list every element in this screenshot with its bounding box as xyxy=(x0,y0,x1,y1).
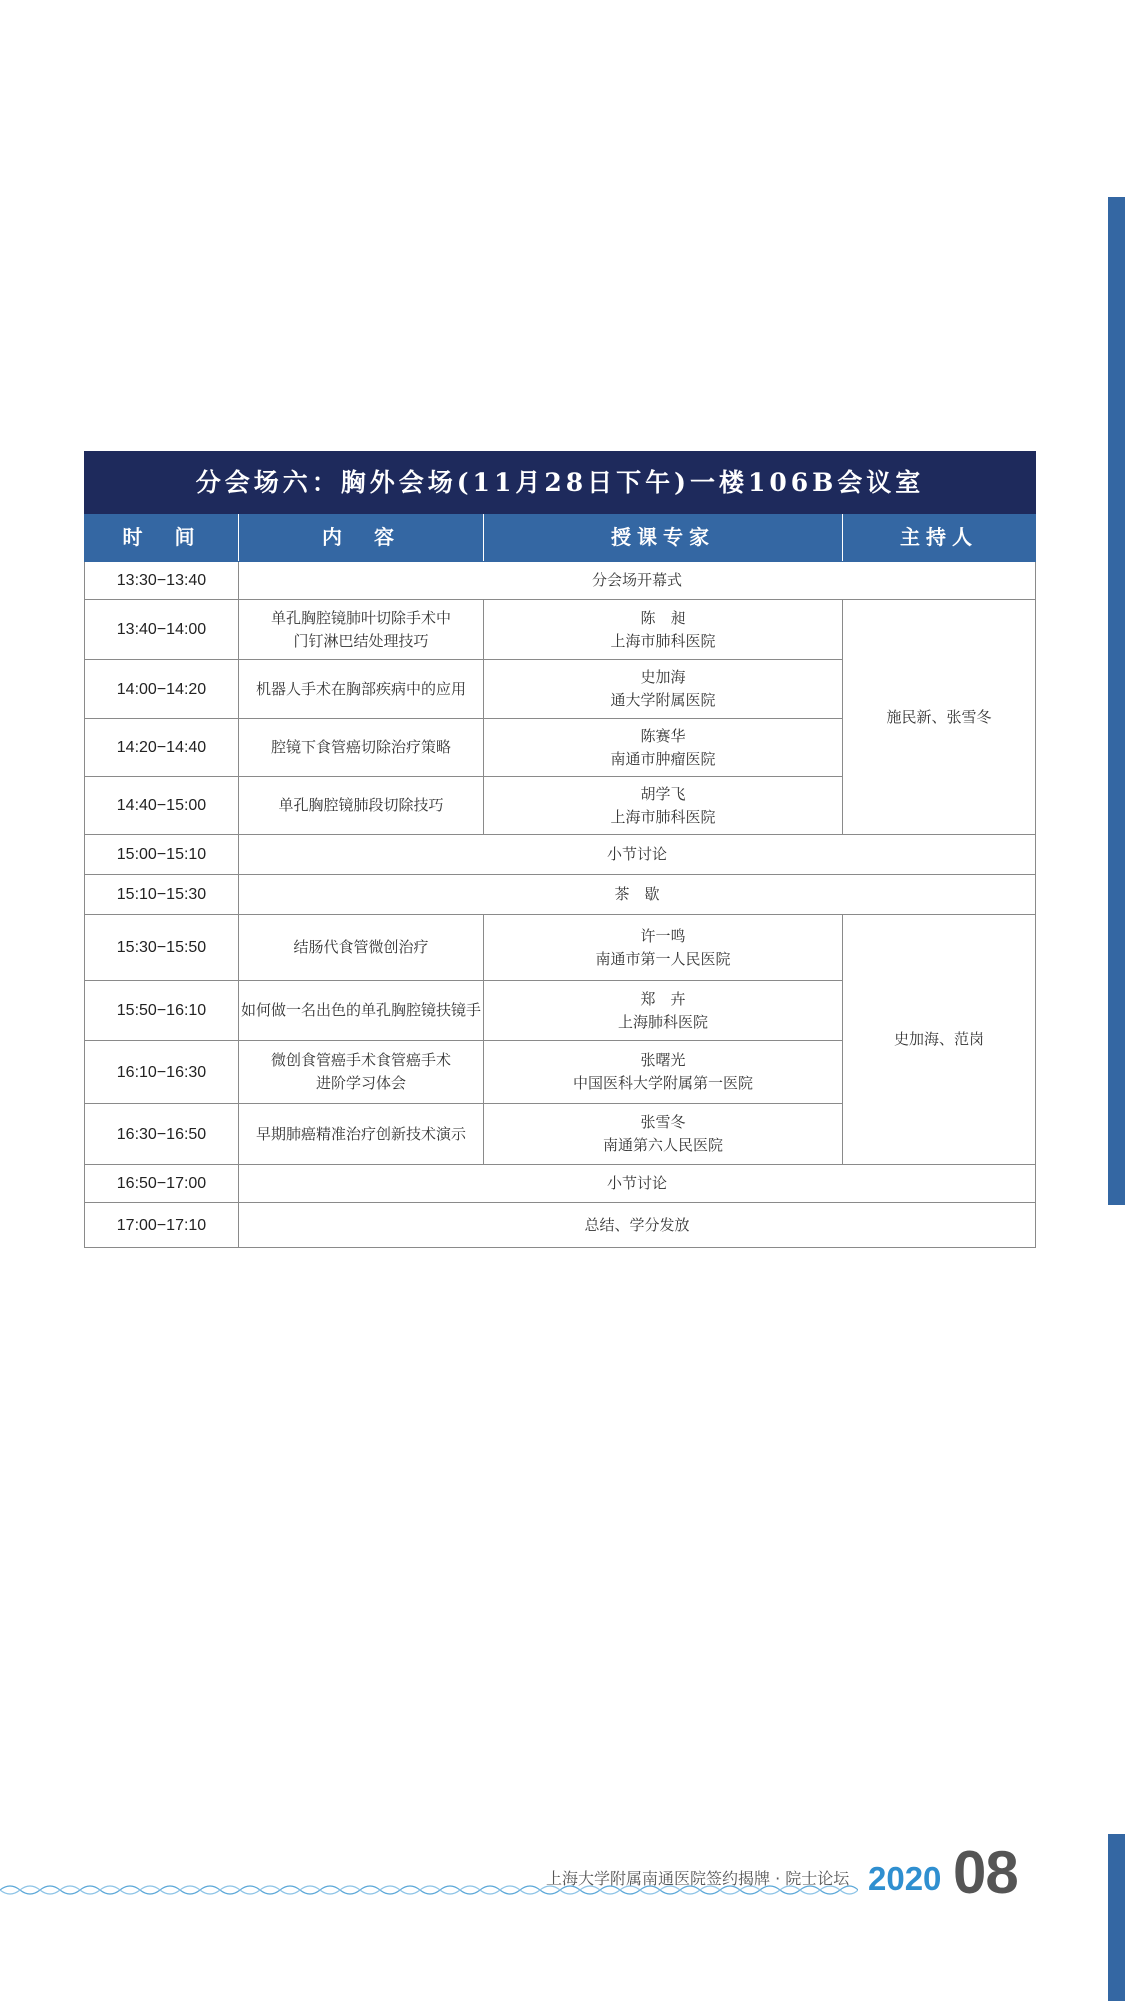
expert-cell xyxy=(484,777,843,835)
content-cell xyxy=(239,777,484,835)
column-header-time: 时 间 xyxy=(85,514,239,562)
content-cell xyxy=(239,600,484,660)
table-row xyxy=(85,1203,1036,1248)
table-row xyxy=(85,562,1036,600)
footer-event-name: 上海大学附属南通医院签约揭牌 · 院士论坛 xyxy=(546,1869,850,1888)
expert-name: 陈赛华 xyxy=(640,726,686,745)
table-row xyxy=(85,875,1036,915)
time-cell: 13:30−13:40 xyxy=(85,562,239,600)
time-cell: 15:00−15:10 xyxy=(85,835,239,875)
content-line: 单孔胸腔镜肺段切除技巧 xyxy=(278,796,444,814)
footer-year: 2020 xyxy=(868,1860,942,1897)
page-number: 08 xyxy=(953,1839,1018,1906)
column-header-expert: 授课专家 xyxy=(484,514,843,562)
expert-cell xyxy=(484,1104,843,1165)
expert-cell xyxy=(484,719,843,777)
content-cell xyxy=(239,1104,484,1165)
content-line: 单孔胸腔镜肺叶切除手术中 xyxy=(270,608,451,627)
host-cell: 施民新、张雪冬 xyxy=(843,600,1036,835)
expert-hospital: 上海肺科医院 xyxy=(617,1012,708,1031)
expert-cell xyxy=(484,1041,843,1104)
expert-cell xyxy=(484,915,843,981)
content-line: 门钉淋巴结处理技巧 xyxy=(293,631,429,650)
time-cell: 16:30−16:50 xyxy=(85,1104,239,1165)
content-line: 腔镜下食管癌切除治疗策略 xyxy=(270,738,451,756)
table-row xyxy=(85,600,1036,660)
time-cell: 15:10−15:30 xyxy=(85,875,239,915)
expert-hospital: 通大学附属医院 xyxy=(610,691,716,709)
time-cell: 14:00−14:20 xyxy=(85,660,239,719)
expert-name: 陈 昶 xyxy=(640,608,686,627)
expert-name: 胡学飞 xyxy=(640,784,686,803)
table-row xyxy=(85,915,1036,981)
content-cell xyxy=(239,1041,484,1104)
expert-cell xyxy=(484,660,843,719)
session-title: 分会场六：胸外会场(11月28日下午)一楼106B会议室 xyxy=(85,452,1036,514)
span-cell: 小节讨论 xyxy=(239,1165,1036,1203)
span-cell: 总结、学分发放 xyxy=(239,1203,1036,1248)
table-row xyxy=(85,1165,1036,1203)
expert-cell xyxy=(484,600,843,660)
time-cell: 13:40−14:00 xyxy=(85,600,239,660)
content-line: 结肠代食管微创治疗 xyxy=(293,938,429,956)
content-cell xyxy=(239,719,484,777)
time-cell: 15:30−15:50 xyxy=(85,915,239,981)
time-cell: 17:00−17:10 xyxy=(85,1203,239,1248)
expert-hospital: 南通市第一人民医院 xyxy=(595,949,731,968)
expert-hospital: 南通市肿瘤医院 xyxy=(610,749,716,768)
expert-hospital: 南通第六人民医院 xyxy=(602,1136,723,1154)
content-cell xyxy=(239,660,484,719)
content-cell xyxy=(239,915,484,981)
page-footer xyxy=(0,1838,1030,1906)
time-cell: 14:20−14:40 xyxy=(85,719,239,777)
time-cell: 15:50−16:10 xyxy=(85,981,239,1041)
time-cell: 16:10−16:30 xyxy=(85,1041,239,1104)
table-row xyxy=(85,835,1036,875)
side-accent-bar-top xyxy=(1108,197,1125,1205)
content-line: 机器人手术在胸部疾病中的应用 xyxy=(255,679,466,698)
content-line: 早期肺癌精准治疗创新技术演示 xyxy=(255,1124,466,1143)
span-cell: 分会场开幕式 xyxy=(239,562,1036,600)
host-cell: 史加海、范岗 xyxy=(843,915,1036,1165)
side-accent-bar-bottom xyxy=(1108,1834,1125,2001)
content-line: 微创食管癌手术食管癌手术 xyxy=(270,1051,451,1069)
expert-name: 郑 卉 xyxy=(640,989,686,1008)
column-header-host: 主持人 xyxy=(843,514,1036,562)
expert-name: 许一鸣 xyxy=(640,926,686,945)
time-cell: 14:40−15:00 xyxy=(85,777,239,835)
content-line: 进阶学习体会 xyxy=(315,1074,406,1092)
expert-name: 张雪冬 xyxy=(640,1113,686,1131)
expert-name: 史加海 xyxy=(640,668,686,686)
expert-hospital: 上海市肺科医院 xyxy=(610,807,716,826)
content-cell xyxy=(239,981,484,1041)
expert-hospital: 上海市肺科医院 xyxy=(610,631,716,650)
column-header-content: 内 容 xyxy=(239,514,484,562)
span-cell: 小节讨论 xyxy=(239,835,1036,875)
expert-hospital: 中国医科大学附属第一医院 xyxy=(572,1074,753,1092)
time-cell: 16:50−17:00 xyxy=(85,1165,239,1203)
session-schedule-table xyxy=(84,451,1036,1248)
span-cell: 茶 歇 xyxy=(239,875,1036,915)
expert-name: 张曙光 xyxy=(640,1051,686,1069)
expert-cell xyxy=(484,981,843,1041)
content-line: 如何做一名出色的单孔胸腔镜扶镜手 xyxy=(241,1001,482,1019)
